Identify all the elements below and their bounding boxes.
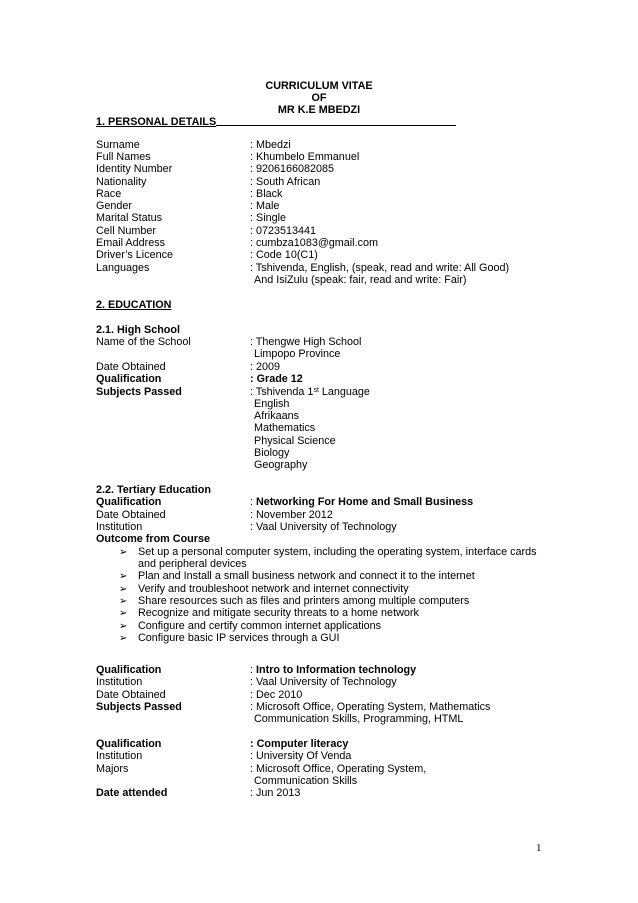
tert-qualification-label: Qualification <box>96 496 162 508</box>
ordinal-suffix: st <box>313 387 319 394</box>
languages-label: Languages <box>96 262 150 274</box>
languages-value: : Tshivenda, English, (speak, read and write: All Good) <box>250 262 510 274</box>
cv-title-name: MR K.E MBEDZI <box>277 104 361 116</box>
it-subjects-value-cont: Communication Skills, Programming, HTML <box>254 713 464 725</box>
gender-value: : Male <box>250 200 280 212</box>
hs-subject-first-text: : Tshivenda 1 <box>250 386 314 398</box>
cl-majors-label: Majors <box>96 763 129 775</box>
list-item <box>119 632 339 645</box>
subheading-high-school: 2.1. High School <box>96 324 180 336</box>
arrow-bullet-icon: ➢ <box>119 633 128 644</box>
list-item <box>119 607 419 620</box>
list-item <box>119 570 475 583</box>
it-date-value: : Dec 2010 <box>250 689 303 701</box>
hs-date-value: : 2009 <box>250 361 281 373</box>
arrow-bullet-icon: ➢ <box>119 571 128 582</box>
race-label: Race <box>96 188 122 200</box>
hs-date-label: Date Obtained <box>96 361 166 373</box>
outcome-text: Configure and certify common internet applications <box>138 620 382 632</box>
arrow-bullet-icon: ➢ <box>119 547 128 558</box>
nationality-value: : South African <box>250 176 321 188</box>
hs-subject: English <box>254 398 290 410</box>
arrow-bullet-icon: ➢ <box>119 596 128 607</box>
cl-majors-value-cont: Communication Skills <box>254 775 358 787</box>
nationality-label: Nationality <box>96 176 147 188</box>
it-institution-value: : Vaal University of Technology <box>250 676 397 688</box>
it-date-label: Date Obtained <box>96 689 166 701</box>
it-institution-label: Institution <box>96 676 143 688</box>
outcome-text: Set up a personal computer system, including the operating system, interface cards <box>138 546 537 558</box>
cl-institution-label: Institution <box>96 750 143 762</box>
cl-institution-value: : University Of Venda <box>250 750 352 762</box>
tert-date-label: Date Obtained <box>96 509 166 521</box>
section-heading-education: 2. EDUCATION <box>96 299 172 311</box>
cv-title: CURRICULUM VITAE <box>265 80 373 92</box>
full-names-value: : Khumbelo Emmanuel <box>250 151 360 163</box>
outcome-text: Configure basic IP services through a GUI <box>138 632 340 644</box>
identity-number-value: : 9206166082085 <box>250 163 335 175</box>
hs-subject: Biology <box>254 447 290 459</box>
heading-rule <box>216 125 456 126</box>
tert-institution-label: Institution <box>96 521 143 533</box>
it-qualification-label: Qualification <box>96 664 162 676</box>
tert-institution-value: : Vaal University of Technology <box>250 521 397 533</box>
cell-number-value: : 0723513441 <box>250 225 317 237</box>
email-value: : cumbza1083@gmail.com <box>250 237 378 249</box>
race-value: : Black <box>250 188 283 200</box>
school-name-label: Name of the School <box>96 336 191 348</box>
drivers-licence-label: Driver’s Licence <box>96 249 174 261</box>
hs-subject: Geography <box>254 459 308 471</box>
hs-qualification-value: : Grade 12 <box>250 373 303 385</box>
cl-majors-value: : Microsoft Office, Operating System, <box>250 763 427 775</box>
languages-value-cont: And IsiZulu (speak: fair, read and write: Fair) <box>254 274 467 286</box>
outcome-text: Verify and troubleshoot network and internet connectivity <box>138 583 409 595</box>
arrow-bullet-icon: ➢ <box>119 608 128 619</box>
drivers-licence-value: : Code 10(C1) <box>250 249 318 261</box>
email-label: Email Address <box>96 237 166 249</box>
it-subjects-value: : Microsoft Office, Operating System, Mathematics <box>250 701 491 713</box>
gender-label: Gender <box>96 200 133 212</box>
colon: : <box>250 496 256 508</box>
it-subjects-label: Subjects Passed <box>96 701 182 713</box>
cl-qualification-label: Qualification <box>96 738 162 750</box>
outcome-heading: Outcome from Course <box>96 533 210 545</box>
school-name-value: : Thengwe High School <box>250 336 362 348</box>
surname-value: : Mbedzi <box>250 139 291 151</box>
tert-qualification-value <box>250 496 473 509</box>
arrow-bullet-icon: ➢ <box>119 621 128 632</box>
cl-date-value: : Jun 2013 <box>250 787 301 799</box>
subheading-tertiary: 2.2. Tertiary Education <box>96 484 212 496</box>
cl-date-label: Date attended <box>96 787 168 799</box>
outcome-text: Recognize and mitigate security threats to a home network <box>138 607 419 619</box>
full-names-label: Full Names <box>96 151 151 163</box>
marital-status-label: Marital Status <box>96 212 163 224</box>
identity-number-label: Identity Number <box>96 163 173 175</box>
marital-status-value: : Single <box>250 212 287 224</box>
section-heading-personal: 1. PERSONAL DETAILS <box>96 116 217 128</box>
hs-subjects-label: Subjects Passed <box>96 386 182 398</box>
tert-qualification-text: Networking For Home and Small Business <box>256 496 474 508</box>
arrow-bullet-icon: ➢ <box>119 584 128 595</box>
hs-subject: Mathematics <box>254 422 316 434</box>
page-number: 1 <box>536 842 542 854</box>
hs-subject: Physical Science <box>254 435 336 447</box>
colon: : <box>250 664 256 676</box>
outcome-text: Plan and Install a small business network and connect it to the internet <box>138 570 475 582</box>
hs-subject: Afrikaans <box>254 410 300 422</box>
school-name-value-cont: Limpopo Province <box>254 348 341 360</box>
outcome-text: Share resources such as files and printers among multiple computers <box>138 595 470 607</box>
cell-number-label: Cell Number <box>96 225 156 237</box>
hs-qualification-label: Qualification <box>96 373 162 385</box>
tert-date-value: : November 2012 <box>250 509 333 521</box>
outcome-text-cont: and peripheral devices <box>138 558 247 570</box>
cl-qualification-value: : Computer literacy <box>250 738 349 750</box>
cv-title-of: OF <box>311 92 327 104</box>
hs-subject-first-text-post: Language <box>318 386 370 398</box>
it-qualification-text: Intro to Information technology <box>256 664 417 676</box>
surname-label: Surname <box>96 139 140 151</box>
